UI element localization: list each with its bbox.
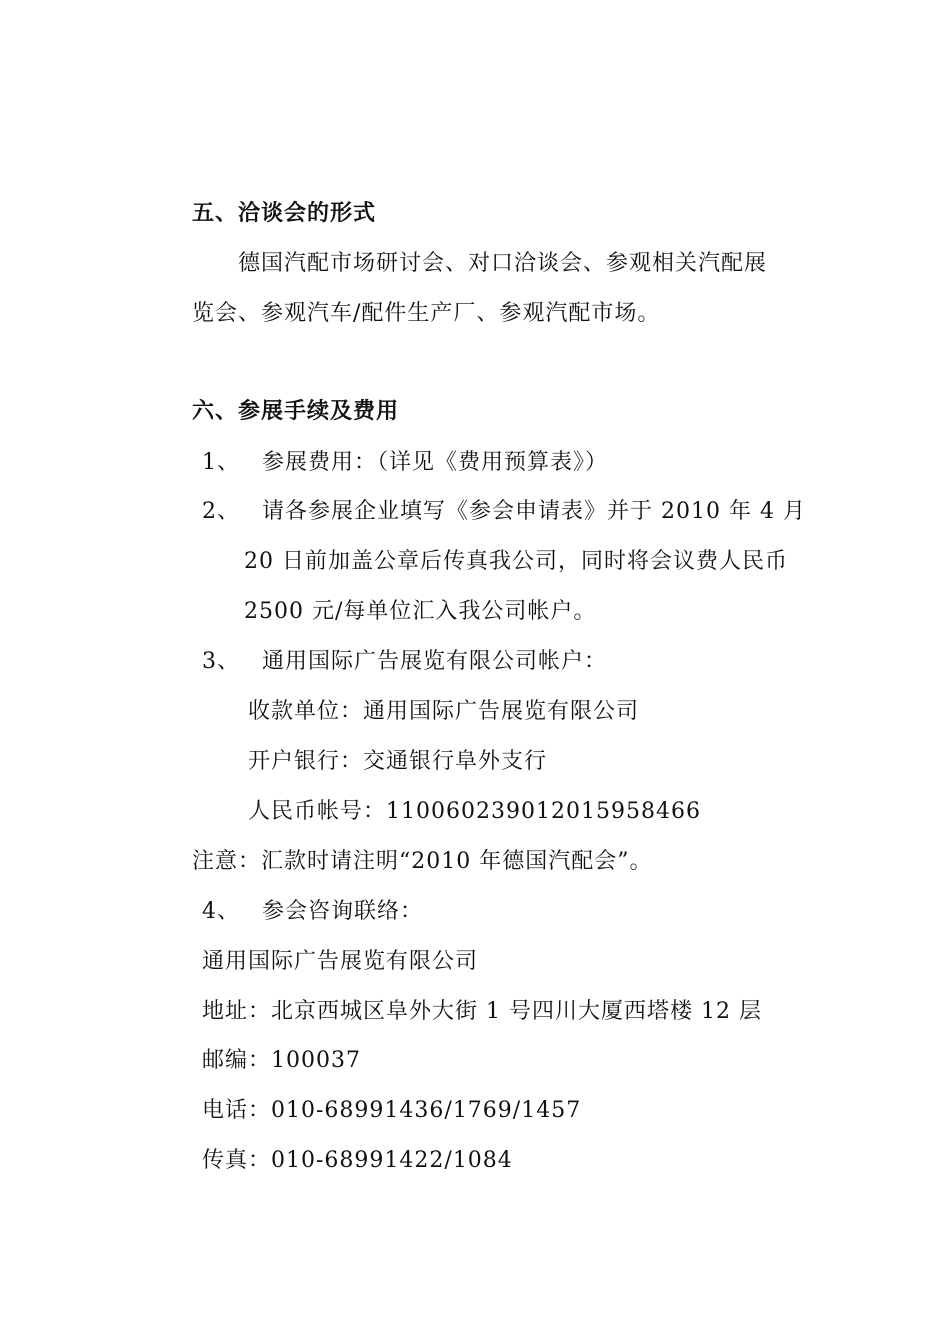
contact-phone: 电话：010-68991436/1769/1457 bbox=[202, 1098, 582, 1123]
item4 bbox=[202, 897, 423, 927]
contact-postcode: 邮编：100037 bbox=[202, 1048, 361, 1073]
bank-line: 开户银行：交通银行阜外支行 bbox=[248, 749, 548, 774]
section5-paragraph-line1: 德国汽配市场研讨会、对口洽谈会、参观相关汽配展 bbox=[238, 251, 768, 276]
account-line: 人民币帐号：110060239012015958466 bbox=[248, 799, 701, 824]
item1-number: 1、 bbox=[202, 450, 240, 475]
item1 bbox=[202, 448, 608, 478]
payee-line: 收款单位：通用国际广告展览有限公司 bbox=[248, 699, 640, 724]
item1-text: 参展费用：（详见《费用预算表》） bbox=[262, 450, 609, 475]
remittance-note: 注意：汇款时请注明“2010 年德国汽配会”。 bbox=[192, 849, 653, 874]
contact-fax: 传真：010-68991422/1084 bbox=[202, 1148, 513, 1173]
item2-number: 2、 bbox=[202, 499, 240, 524]
item2-text-line1: 请各参展企业填写《参会申请表》并于 2010 年 4 月 bbox=[262, 499, 806, 524]
section6-title: 六、参展手续及费用 bbox=[192, 399, 400, 424]
item2-text-line3: 2500 元/每单位汇入我公司帐户。 bbox=[244, 599, 597, 624]
item4-text: 参会咨询联络： bbox=[262, 899, 424, 924]
item2 bbox=[202, 497, 806, 527]
contact-company: 通用国际广告展览有限公司 bbox=[202, 949, 479, 974]
item3-text: 通用国际广告展览有限公司帐户： bbox=[262, 649, 608, 674]
section5-paragraph-line2: 览会、参观汽车/配件生产厂、参观汽配市场。 bbox=[192, 301, 661, 326]
item3-number: 3、 bbox=[202, 649, 240, 674]
section5-title: 五、洽谈会的形式 bbox=[192, 201, 377, 226]
item2-text-line2: 20 日前加盖公章后传真我公司，同时将会议费人民币 bbox=[244, 549, 788, 574]
contact-address: 地址：北京西城区阜外大街 1 号四川大厦西塔楼 12 层 bbox=[202, 999, 762, 1024]
item3 bbox=[202, 647, 607, 677]
item4-number: 4、 bbox=[202, 899, 240, 924]
